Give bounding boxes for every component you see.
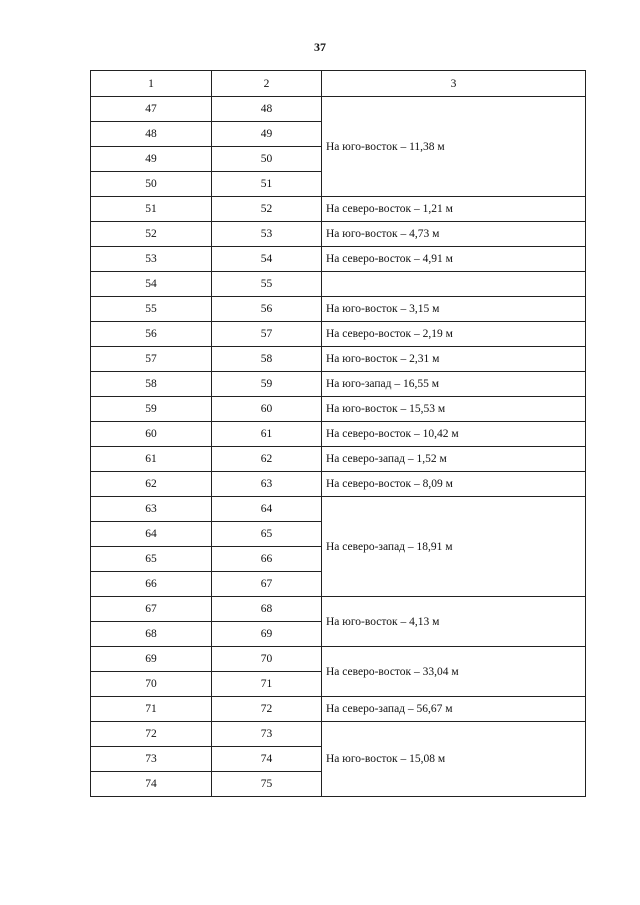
point-to-cell: 50 [212,147,322,172]
point-to-cell: 73 [212,722,322,747]
point-to-cell: 60 [212,397,322,422]
direction-cell: На северо-восток – 1,21 м [322,197,586,222]
direction-cell: На северо-восток – 33,04 м [322,647,586,697]
point-to-cell: 55 [212,272,322,297]
point-to-cell: 51 [212,172,322,197]
point-to-cell: 68 [212,597,322,622]
point-from-cell: 61 [91,447,212,472]
direction-cell: На юго-восток – 15,53 м [322,397,586,422]
point-from-cell: 67 [91,597,212,622]
table-row [91,472,586,497]
table-row [91,722,586,747]
table-row [91,397,586,422]
table-row [91,222,586,247]
direction-cell: На юго-восток – 11,38 м [322,97,586,197]
point-to-cell: 57 [212,322,322,347]
point-to-cell: 56 [212,297,322,322]
point-to-cell: 67 [212,572,322,597]
coordinates-table [90,70,586,797]
point-from-cell: 52 [91,222,212,247]
point-from-cell: 65 [91,547,212,572]
point-from-cell: 50 [91,172,212,197]
direction-cell: На юго-запад – 16,55 м [322,372,586,397]
point-to-cell: 64 [212,497,322,522]
point-from-cell: 64 [91,522,212,547]
table-body [91,97,586,797]
point-from-cell: 74 [91,772,212,797]
table-row [91,597,586,622]
point-to-cell: 52 [212,197,322,222]
direction-cell: На северо-восток – 10,42 м [322,422,586,447]
point-to-cell: 49 [212,122,322,147]
point-to-cell: 58 [212,347,322,372]
table-row [91,322,586,347]
point-to-cell: 62 [212,447,322,472]
point-to-cell: 54 [212,247,322,272]
point-from-cell: 60 [91,422,212,447]
table-row [91,372,586,397]
table-row [91,422,586,447]
page-number: 37 [314,40,326,54]
table-row [91,197,586,222]
point-to-cell: 74 [212,747,322,772]
table-row [91,297,586,322]
point-from-cell: 57 [91,347,212,372]
point-from-cell: 69 [91,647,212,672]
point-from-cell: 51 [91,197,212,222]
table-row [91,447,586,472]
point-to-cell: 75 [212,772,322,797]
point-to-cell: 70 [212,647,322,672]
direction-cell: На северо-восток – 4,91 м [322,247,586,272]
point-to-cell: 66 [212,547,322,572]
direction-cell: На юго-восток – 15,08 м [322,722,586,797]
point-from-cell: 49 [91,147,212,172]
point-from-cell: 66 [91,572,212,597]
direction-cell: На северо-запад – 1,52 м [322,447,586,472]
direction-cell: На северо-запад – 56,67 м [322,697,586,722]
direction-cell [322,272,586,297]
point-from-cell: 55 [91,297,212,322]
point-to-cell: 53 [212,222,322,247]
direction-cell: На северо-запад – 18,91 м [322,497,586,597]
point-from-cell: 47 [91,97,212,122]
point-to-cell: 71 [212,672,322,697]
point-from-cell: 72 [91,722,212,747]
point-from-cell: 59 [91,397,212,422]
point-to-cell: 59 [212,372,322,397]
point-to-cell: 72 [212,697,322,722]
table-row [91,497,586,522]
point-from-cell: 54 [91,272,212,297]
point-to-cell: 48 [212,97,322,122]
point-to-cell: 63 [212,472,322,497]
direction-cell: На северо-восток – 8,09 м [322,472,586,497]
point-to-cell: 69 [212,622,322,647]
column-header: 3 [322,71,586,97]
point-to-cell: 61 [212,422,322,447]
point-to-cell: 65 [212,522,322,547]
column-header: 2 [212,71,322,97]
direction-cell: На юго-восток – 2,31 м [322,347,586,372]
point-from-cell: 63 [91,497,212,522]
point-from-cell: 70 [91,672,212,697]
table-row [91,347,586,372]
direction-cell: На юго-восток – 3,15 м [322,297,586,322]
table-row [91,647,586,672]
point-from-cell: 58 [91,372,212,397]
table-header-row [91,71,586,97]
point-from-cell: 53 [91,247,212,272]
point-from-cell: 62 [91,472,212,497]
table-row [91,97,586,122]
direction-cell: На юго-восток – 4,73 м [322,222,586,247]
point-from-cell: 73 [91,747,212,772]
table-row [91,272,586,297]
column-header: 1 [91,71,212,97]
point-from-cell: 56 [91,322,212,347]
table-row [91,247,586,272]
table-row [91,697,586,722]
direction-cell: На северо-восток – 2,19 м [322,322,586,347]
point-from-cell: 48 [91,122,212,147]
direction-cell: На юго-восток – 4,13 м [322,597,586,647]
point-from-cell: 68 [91,622,212,647]
point-from-cell: 71 [91,697,212,722]
